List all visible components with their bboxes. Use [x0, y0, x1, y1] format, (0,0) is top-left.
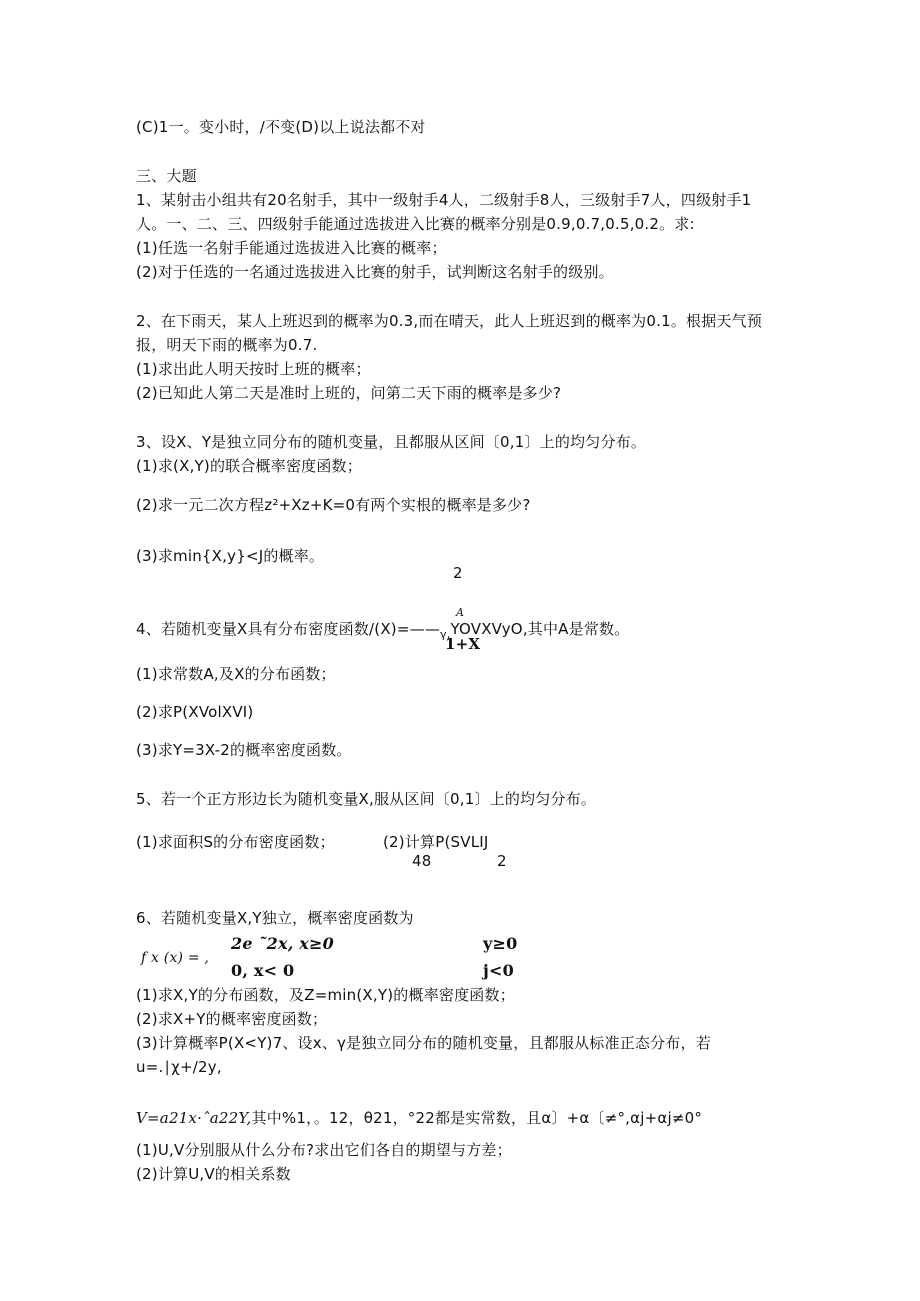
q3-part-1: (1)求(X,Y)的联合概率密度函数； — [136, 457, 362, 475]
q6-line-1: 6、若随机变量X,Y独立，概率密度函数为 — [136, 909, 414, 927]
q2-line-1: 2、在下雨天，某人上班迟到的概率为0.3,而在晴天，此人上班迟到的概率为0.1。根据天气预 — [136, 312, 763, 330]
q3-part-2: (2)求一元二次方程z²+Xz+K=0有两个实根的概率是多少? — [136, 496, 531, 514]
choice-line-cd: (C)1一。变小时，/不变(D)以上说法都不对 — [136, 118, 426, 136]
q3-line-1: 3、设X、Y是独立同分布的随机变量，且都服从区间〔0,1〕上的均匀分布。 — [136, 433, 647, 451]
q5-part-2: (2)计算P(SVLIJ — [383, 833, 489, 851]
q6-case-1: 2e ˜2x, x≥0 — [231, 934, 334, 953]
q6-case-2: 0, x< 0 — [231, 961, 295, 980]
q2-part-2: (2)已知此人第二天是准时上班的，问第二天下雨的概率是多少? — [136, 384, 562, 402]
q4-part-1: (1)求常数A,及X的分布函数； — [136, 665, 336, 683]
q1-part-1: (1)任选一名射手能通过选拔进入比赛的概率； — [136, 239, 447, 257]
q1-line-1: 1、某射击小组共有20名射手，其中一级射手4人，二级射手8人，三级射手7人，四级射手1 — [136, 191, 752, 209]
q6-fx-label: f x (x) = , — [141, 950, 210, 966]
q4-line-1-pre: 4、若随机变量X具有分布密度函数/(X)=—— — [136, 620, 441, 638]
q7-formula-line — [136, 1108, 702, 1128]
q4-numerator: A — [456, 606, 465, 619]
q6-part-3: (3)计算概率P(X<Y)7、设x、γ是独立同分布的随机变量，且都服从标准正态分布，若 — [136, 1034, 711, 1052]
q4-denominator: 1+X — [445, 635, 481, 653]
q6-case-2-right: j<0 — [483, 961, 514, 980]
q5-line-1: 5、若一个正方形边长为随机变量X,服从区间〔0,1〕上的均匀分布。 — [136, 790, 597, 808]
q7-formula-italic: V=a21x·ˆa22Y, — [136, 1109, 252, 1127]
q1-line-2: 人。一、二、三、四级射手能通过选拔进入比赛的概率分别是0.9,0.7,0.5,0.2。求: — [136, 215, 695, 233]
q4-line-1-sub: γ, — [440, 628, 451, 641]
q3-part-3: (3)求min{X,y}<J的概率。 — [136, 547, 325, 565]
q6-case-1-right: y≥0 — [483, 934, 518, 953]
q5-sub-b: 2 — [497, 852, 507, 870]
q6-part-3b: u=.∣χ+/2y, — [136, 1058, 222, 1076]
q4-part-2: (2)求P(XVolXVI) — [136, 703, 254, 721]
section-heading: 三、大题 — [136, 167, 197, 185]
q1-part-2: (2)对于任选的一名通过选拔进入比赛的射手，试判断这名射手的级别。 — [136, 263, 614, 281]
q7-part-1: (1)U,V分别服从什么分布?求出它们各自的期望与方差； — [136, 1141, 512, 1159]
q5-sub-a: 48 — [412, 852, 432, 870]
q3-part-3-denominator: 2 — [453, 564, 463, 582]
q2-line-2: 报，明天下雨的概率为0.7. — [136, 336, 318, 354]
q4-part-3: (3)求Y=3X-2的概率密度函数。 — [136, 741, 352, 759]
q4-line-1 — [136, 619, 629, 641]
q5-part-1: (1)求面积S的分布密度函数； — [136, 833, 335, 851]
q2-part-1: (1)求出此人明天按时上班的概率； — [136, 360, 371, 378]
q7-part-2: (2)计算U,V的相关系数 — [136, 1165, 291, 1183]
q6-part-2: (2)求X+Y的概率密度函数； — [136, 1010, 328, 1028]
q6-part-1: (1)求X,Y的分布函数，及Z=min(X,Y)的概率密度函数； — [136, 986, 515, 1004]
q7-formula-rest: 其中%1，。12，θ21，°22都是实常数，且α〕+α〔≠°,αj+αj≠0° — [251, 1109, 703, 1127]
q4-line-1-post: YOVXVyO,其中A是常数。 — [450, 620, 630, 638]
